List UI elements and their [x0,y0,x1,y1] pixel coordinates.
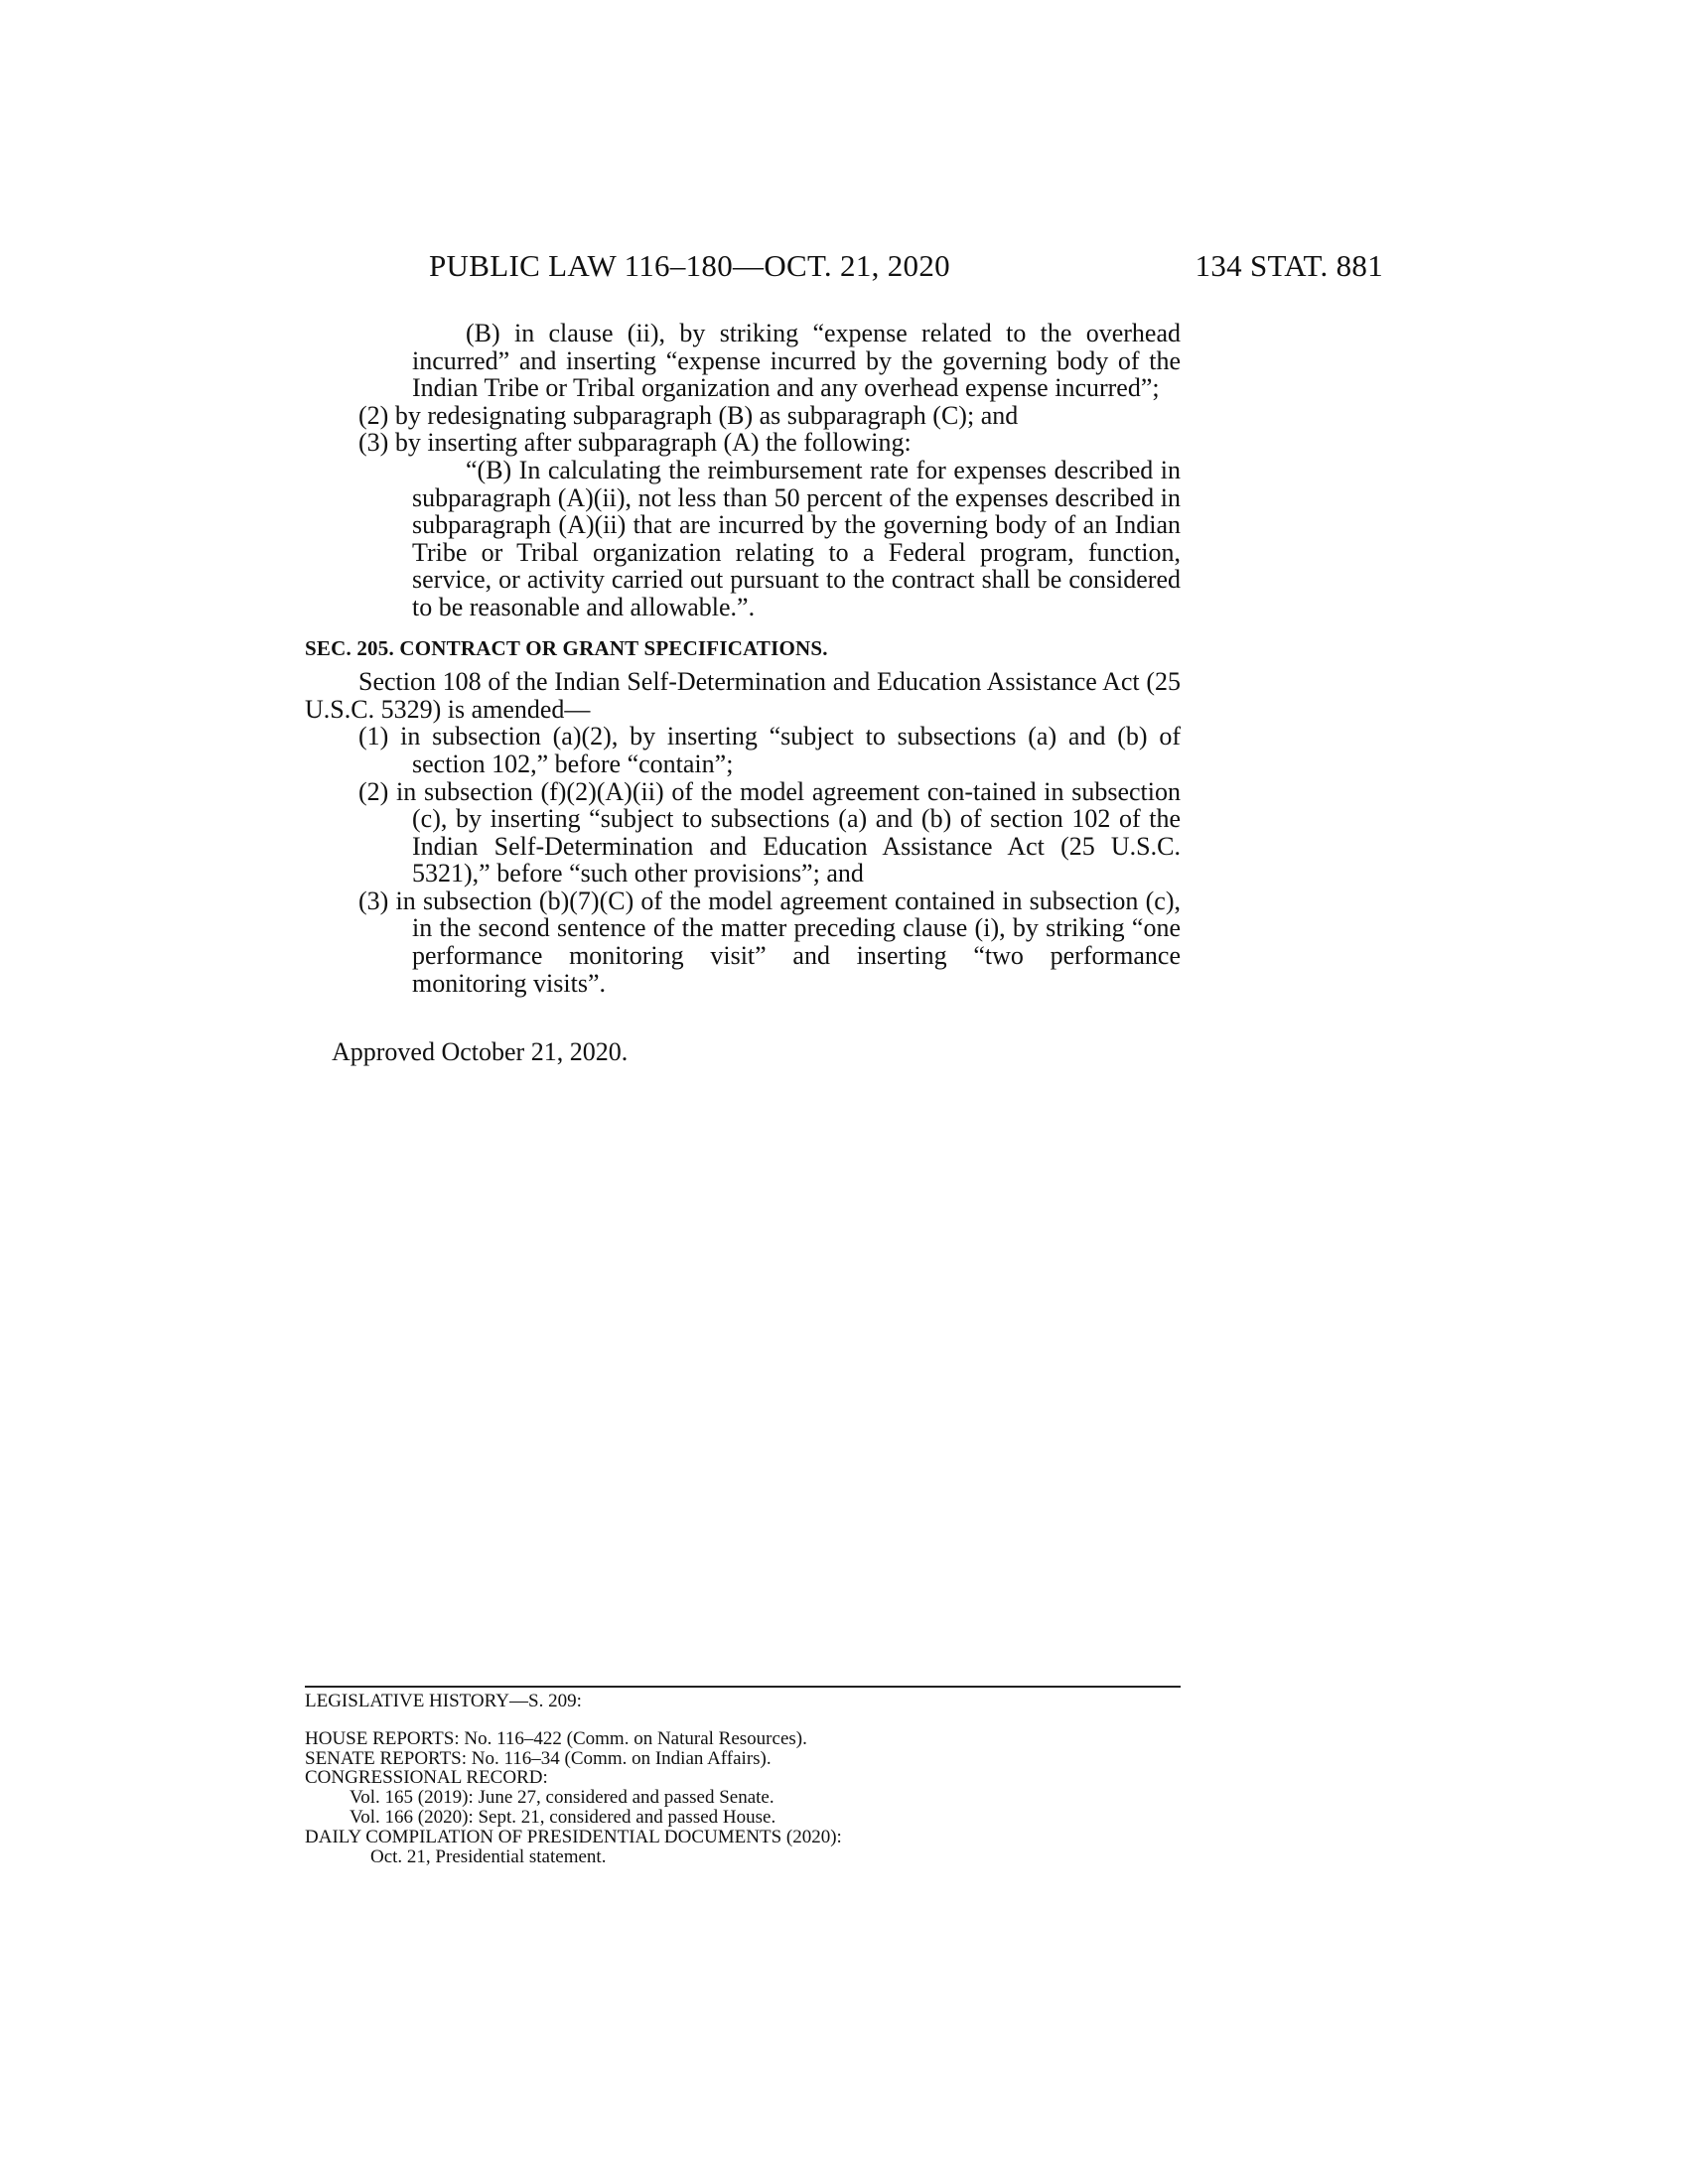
footnote-senate-reports: SENATE REPORTS: No. 116–34 (Comm. on Indian Affairs). [305,1747,772,1769]
section-item-2: (2) in subsection (f)(2)(A)(ii) of the model agreement con-tained in subsection (c), by inserting “subject to subsections (a) and (b) of section 102 of the Indian Self-Determination and Education Assistance Act (25 U.S.C. 5321),” before “such other provisions”; and [358,776,1181,888]
section-item-1: (1) in subsection (a)(2), by inserting “subject to subsections (a) and (b) of section 102,” before “contain”; [358,722,1181,778]
footnote-house-reports: HOUSE REPORTS: No. 116–422 (Comm. on Natural Resources). [305,1727,807,1749]
section-intro-paragraph: Section 108 of the Indian Self-Determination and Education Assistance Act (25 U.S.C. 5329) is amended— [305,667,1181,724]
footnote-vol-166: Vol. 166 (2020): Sept. 21, considered and passed House. [350,1806,776,1828]
running-header-page-ref: 134 STAT. 881 [1195,248,1383,283]
approval-date: Approved October 21, 2020. [332,1037,629,1067]
item-3-paragraph: (3) by inserting after subparagraph (A) the following: [358,428,912,458]
section-heading: SEC. 205. CONTRACT OR GRANT SPECIFICATIONS. [305,635,828,660]
legislative-history-footnote [305,1686,1181,1866]
section-item-3: (3) in subsection (b)(7)(C) of the model agreement contained in subsection (c), in the second sentence of the matter preceding clause (i), by striking “one performance monitoring visit” and inserting “two performance monitoring visits”. [358,886,1181,998]
footnote-vol-165: Vol. 165 (2019): June 27, considered and passed Senate. [350,1787,774,1809]
clause-b-paragraph: (B) in clause (ii), by striking “expense related to the overhead incurred” and inserting “expense incurred by the governing body of the Indian Tribe or Tribal organization and any overhead expense incurred”; [412,319,1181,403]
item-2-paragraph: (2) by redesignating subparagraph (B) as subparagraph (C); and [358,400,1019,430]
footnote-divider [305,1686,1181,1688]
body-text [305,320,1181,1066]
quoted-subparagraph-b: “(B) In calculating the reimbursement rate for expenses described in subparagraph (A)(ii), not less than 50 percent of the expenses described in subparagraph (A)(ii) that are incurred by the governing body of an Indian Tribe or Tribal organization relating to a Federal program, function, service, or activity carried out pursuant to the contract shall be considered to be reasonable and allowable.”. [412,455,1181,621]
running-header-title: PUBLIC LAW 116–180—OCT. 21, 2020 [429,248,950,283]
footnote-daily-compilation: DAILY COMPILATION OF PRESIDENTIAL DOCUMENTS (2020): [305,1826,842,1847]
footnote-heading: LEGISLATIVE HISTORY—S. 209: [305,1691,582,1711]
footnote-congressional-record: CONGRESSIONAL RECORD: [305,1767,548,1789]
footnote-presidential-statement: Oct. 21, Presidential statement. [370,1845,607,1867]
